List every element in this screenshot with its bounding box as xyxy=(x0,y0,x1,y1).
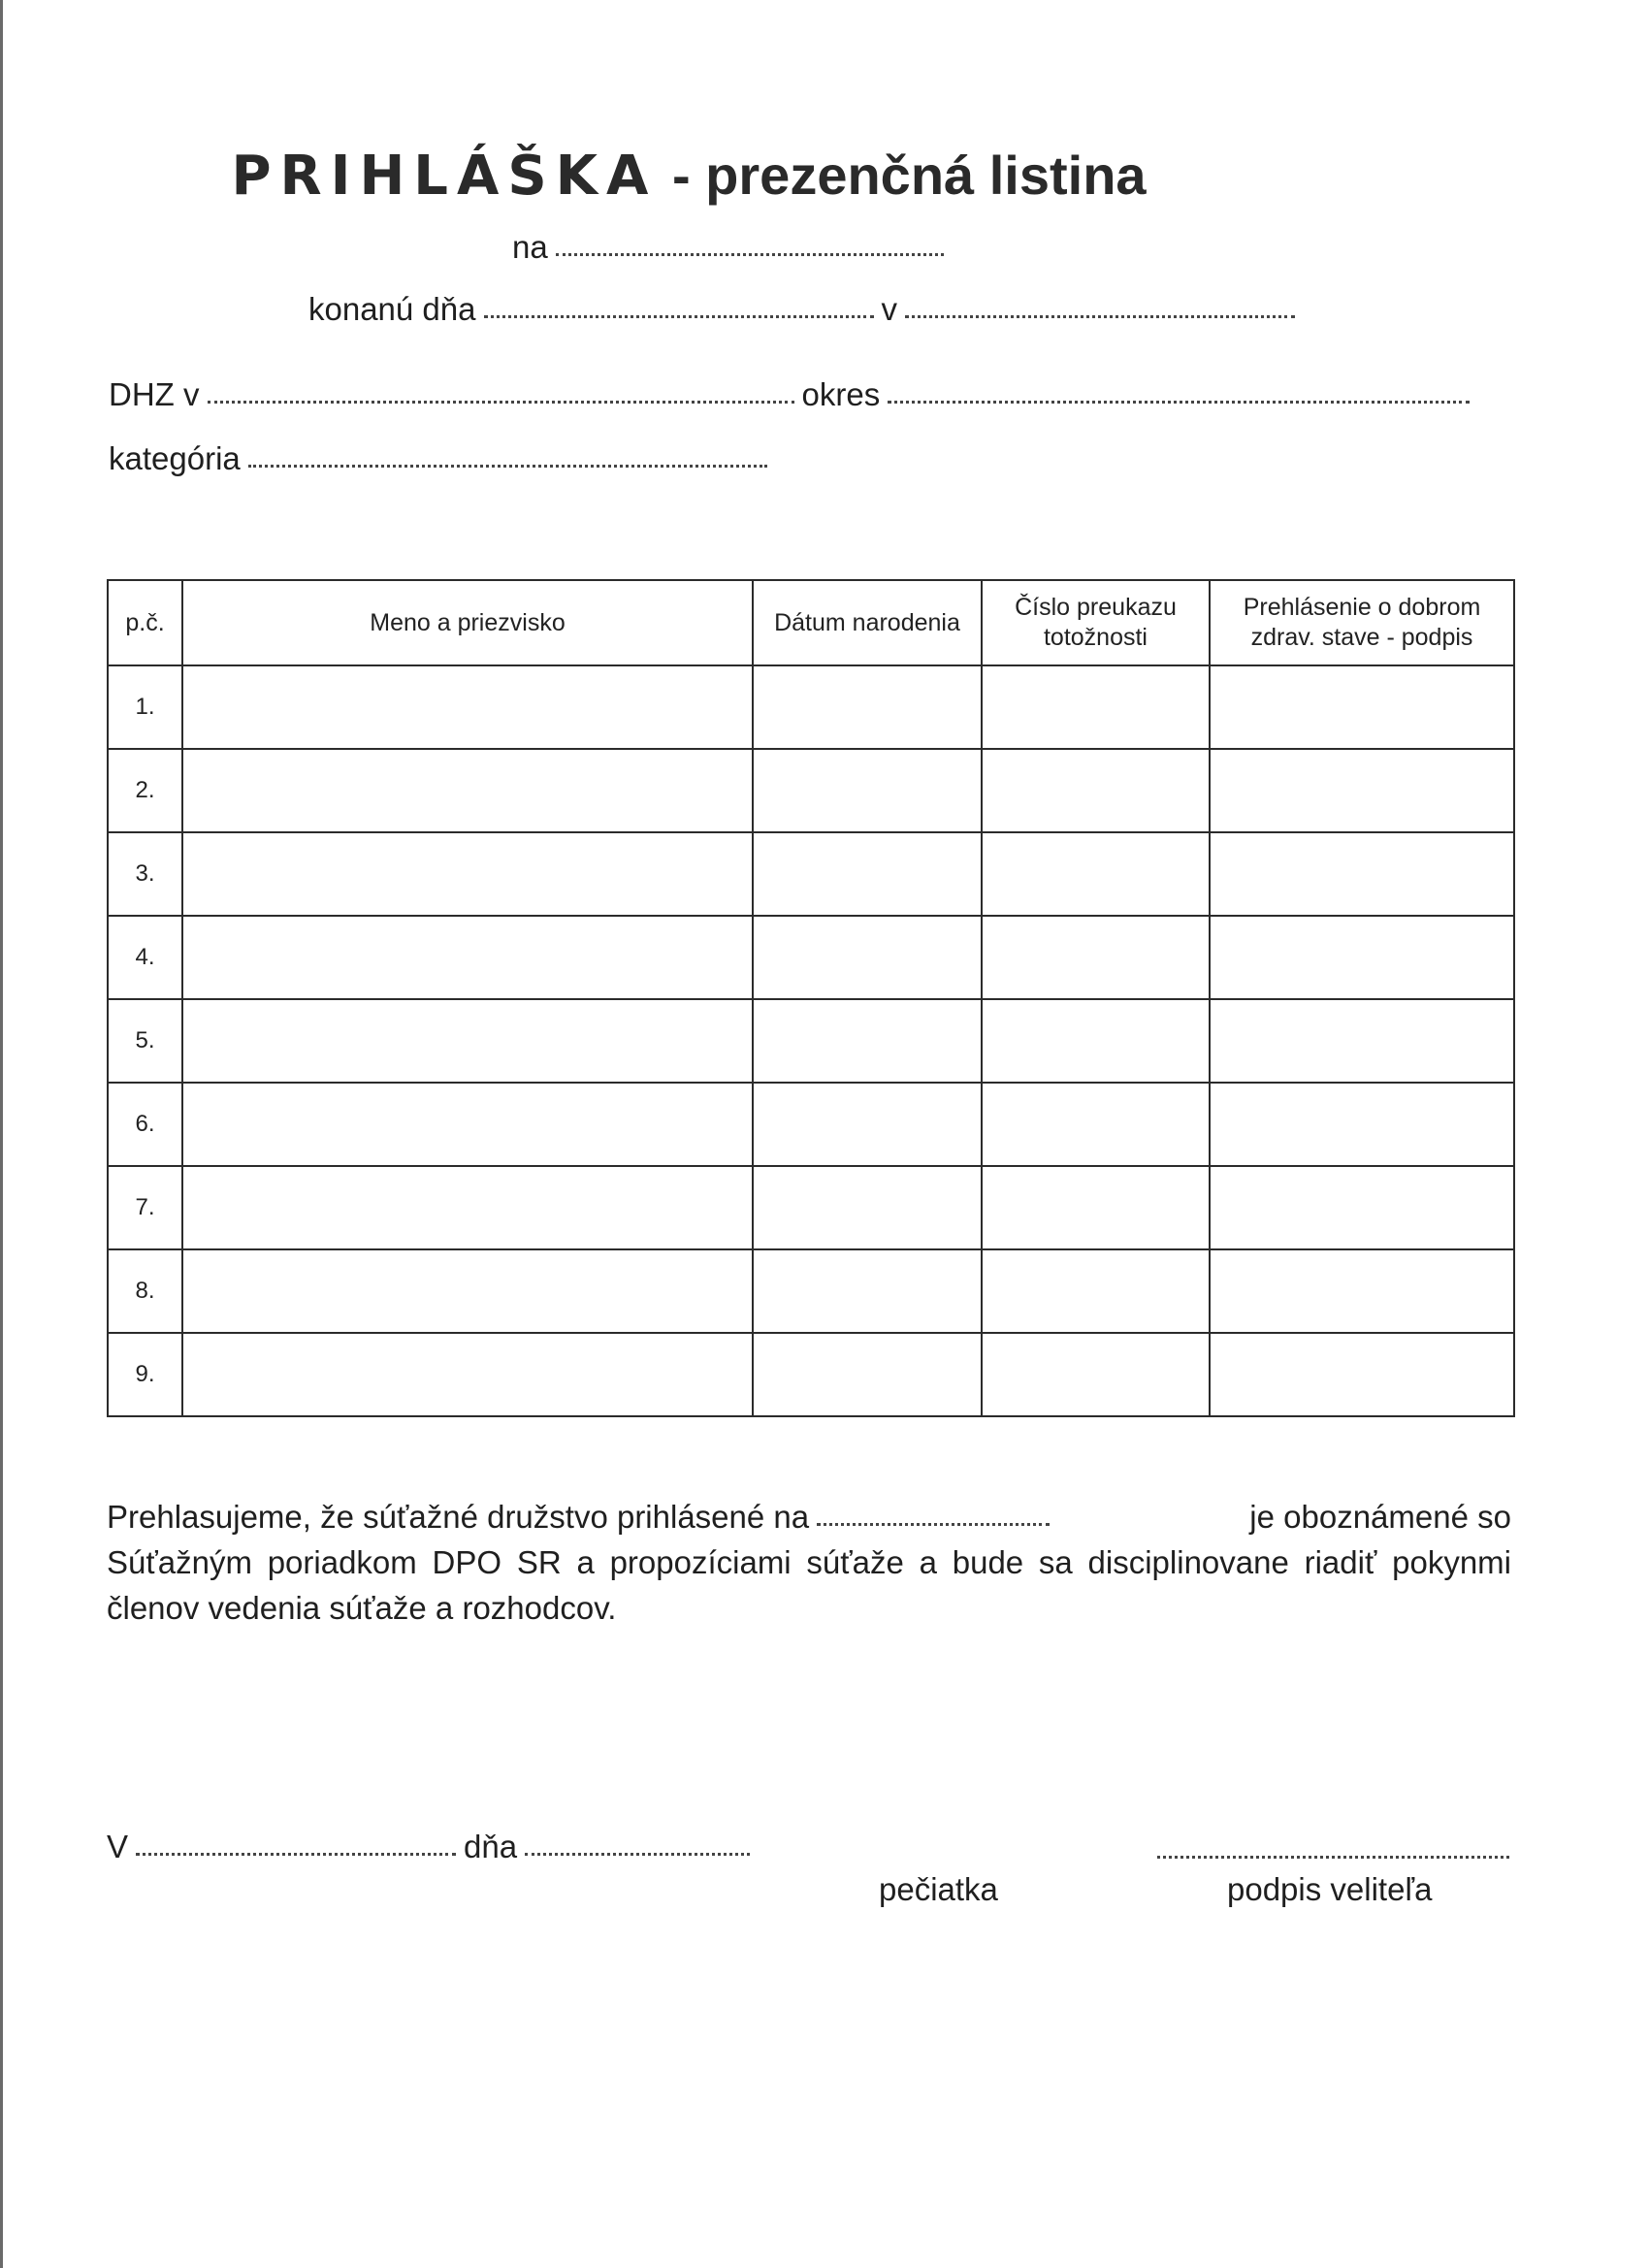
health-signature-cell[interactable] xyxy=(1210,749,1514,832)
birth-date-cell[interactable] xyxy=(753,832,982,916)
header-id-line2: totožnosti xyxy=(1043,624,1148,651)
header-birth-date: Dátum narodenia xyxy=(753,580,982,665)
health-signature-cell[interactable] xyxy=(1210,1166,1514,1249)
signature-place-date xyxy=(107,1829,758,1865)
blank-konanu-dna[interactable] xyxy=(484,314,874,318)
table-row xyxy=(108,916,1514,999)
declaration-paragraph xyxy=(107,1494,1511,1631)
id-number-cell[interactable] xyxy=(982,665,1210,749)
field-na xyxy=(512,229,952,266)
name-cell[interactable] xyxy=(182,1083,753,1166)
declaration-line-1 xyxy=(107,1494,1511,1539)
birth-date-cell[interactable] xyxy=(753,999,982,1083)
name-cell[interactable] xyxy=(182,1333,753,1416)
registration-table xyxy=(107,579,1515,1417)
birth-date-cell[interactable] xyxy=(753,1249,982,1333)
blank-competition[interactable] xyxy=(817,1522,1050,1526)
blank-na[interactable] xyxy=(556,252,944,256)
declaration-line-3: členov vedenia súťaže a rozhodcov. xyxy=(107,1590,617,1626)
name-cell[interactable] xyxy=(182,749,753,832)
label-commander-signature: podpis veliteľa xyxy=(1227,1871,1433,1907)
table-row xyxy=(108,665,1514,749)
field-dhz xyxy=(109,376,1477,413)
row-number: 5. xyxy=(108,999,182,1083)
id-number-cell[interactable] xyxy=(982,916,1210,999)
birth-date-cell[interactable] xyxy=(753,665,982,749)
blank-dhz-v[interactable] xyxy=(208,400,794,404)
header-health-line2: zdrav. stave - podpis xyxy=(1250,624,1473,651)
table-row xyxy=(108,1333,1514,1416)
health-signature-cell[interactable] xyxy=(1210,1083,1514,1166)
field-konanu-dna xyxy=(308,291,1303,328)
birth-date-cell[interactable] xyxy=(753,916,982,999)
name-cell[interactable] xyxy=(182,1249,753,1333)
row-number: 1. xyxy=(108,665,182,749)
birth-date-cell[interactable] xyxy=(753,1083,982,1166)
birth-date-cell[interactable] xyxy=(753,1166,982,1249)
label-date-dna: dňa xyxy=(464,1829,518,1864)
form-title xyxy=(0,144,1513,208)
label-dhz-v: DHZ v xyxy=(109,376,200,412)
name-cell[interactable] xyxy=(182,1166,753,1249)
label-v: v xyxy=(881,291,897,327)
table-row xyxy=(108,1083,1514,1166)
field-kategoria xyxy=(109,440,775,477)
table-row xyxy=(108,832,1514,916)
blank-okres[interactable] xyxy=(888,400,1470,404)
header-id-line1: Číslo preukazu xyxy=(1015,594,1177,621)
label-stamp: pečiatka xyxy=(879,1871,998,1907)
declaration-end: je oboznámené so xyxy=(1249,1499,1511,1535)
header-id-number xyxy=(982,580,1210,665)
header-health-declaration xyxy=(1210,580,1514,665)
label-konanu-dna: konanú dňa xyxy=(308,291,476,327)
id-number-cell[interactable] xyxy=(982,999,1210,1083)
id-number-cell[interactable] xyxy=(982,1249,1210,1333)
table-header-row xyxy=(108,580,1514,665)
declaration-line-1-left xyxy=(107,1494,1057,1539)
header-pc: p.č. xyxy=(108,580,182,665)
name-cell[interactable] xyxy=(182,665,753,749)
blank-v[interactable] xyxy=(905,314,1295,318)
label-okres: okres xyxy=(801,376,881,412)
id-number-cell[interactable] xyxy=(982,749,1210,832)
row-number: 3. xyxy=(108,832,182,916)
label-kategoria: kategória xyxy=(109,440,241,476)
table-row xyxy=(108,749,1514,832)
health-signature-cell[interactable] xyxy=(1210,1249,1514,1333)
row-number: 4. xyxy=(108,916,182,999)
blank-date[interactable] xyxy=(525,1852,750,1856)
blank-place[interactable] xyxy=(136,1852,456,1856)
row-number: 6. xyxy=(108,1083,182,1166)
health-signature-cell[interactable] xyxy=(1210,665,1514,749)
row-number: 9. xyxy=(108,1333,182,1416)
id-number-cell[interactable] xyxy=(982,1083,1210,1166)
id-number-cell[interactable] xyxy=(982,832,1210,916)
title-main: PRIHLÁŠKA xyxy=(231,145,658,208)
birth-date-cell[interactable] xyxy=(753,749,982,832)
label-na: na xyxy=(512,229,548,265)
table-row xyxy=(108,999,1514,1083)
birth-date-cell[interactable] xyxy=(753,1333,982,1416)
table-row xyxy=(108,1249,1514,1333)
id-number-cell[interactable] xyxy=(982,1166,1210,1249)
row-number: 8. xyxy=(108,1249,182,1333)
name-cell[interactable] xyxy=(182,916,753,999)
declaration-start: Prehlasujeme, že súťažné družstvo prihlásené na xyxy=(107,1499,810,1535)
name-cell[interactable] xyxy=(182,832,753,916)
page-edge-shadow xyxy=(0,0,3,2268)
health-signature-cell[interactable] xyxy=(1210,916,1514,999)
health-signature-cell[interactable] xyxy=(1210,1333,1514,1416)
label-place-v: V xyxy=(107,1829,129,1864)
health-signature-cell[interactable] xyxy=(1210,999,1514,1083)
header-health-line1: Prehlásenie o dobrom xyxy=(1243,594,1481,621)
name-cell[interactable] xyxy=(182,999,753,1083)
row-number: 7. xyxy=(108,1166,182,1249)
table-row xyxy=(108,1166,1514,1249)
declaration-line-2: Súťažným poriadkom DPO SR a propozíciami súťaže a bude sa disciplinovane riadiť pokynmi xyxy=(107,1544,1511,1580)
blank-commander-signature[interactable] xyxy=(1157,1855,1509,1859)
title-subtitle: - prezenčná listina xyxy=(671,145,1147,206)
blank-kategoria[interactable] xyxy=(248,464,767,468)
row-number: 2. xyxy=(108,749,182,832)
health-signature-cell[interactable] xyxy=(1210,832,1514,916)
id-number-cell[interactable] xyxy=(982,1333,1210,1416)
header-name: Meno a priezvisko xyxy=(182,580,753,665)
